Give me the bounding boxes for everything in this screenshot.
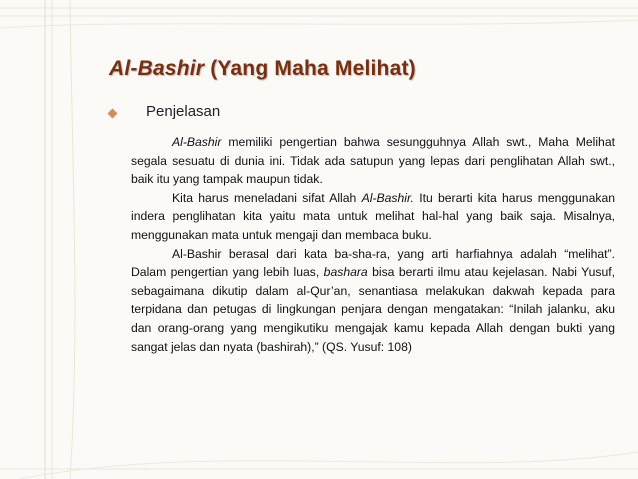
- paragraph-2: [131, 189, 615, 245]
- p2-pre: Kita harus meneladani sifat Allah: [172, 190, 362, 205]
- p1-italic: Al-Bashir: [172, 135, 222, 149]
- body-text: [131, 133, 615, 356]
- bullet-label: Penjelasan: [146, 103, 221, 120]
- title-rest: (Yang Maha Melihat): [204, 57, 416, 80]
- p2-italic: Al-Bashir.: [361, 190, 414, 205]
- paragraph-1: [131, 133, 615, 189]
- p3-post: bisa berarti ilmu atau kejelasan. Nabi Yusuf, sebagaimana dikutip dalam al-Qur’an, senantiasa melakukan dakwah kepada para terpidana dan petugas di lingkungan penjara dengan mengatakan: “Inilah jalanku, aku dan orang-orang yang mengikutiku mengajak kamu kepada Allah dengan bukti yang sangat jelas dan nyata (bashirah),” (QS. Yusuf: 108): [131, 265, 615, 354]
- p1-text: memiliki pengertian bahwa sesungguhnya Allah swt., Maha Melihat segala sesuatu di dunia ini. Tidak ada satupun yang lepas dari penglihatan Allah swt., baik itu yang tampak maupun tidak.: [131, 135, 615, 187]
- p2-post: Itu berarti kita harus menggunakan indera penglihatan kita yaitu mata untuk melihat hal-hal yang baik saja. Misalnya, menggunakan mata untuk mengaji dan membaca buku.: [131, 190, 616, 242]
- title-italic: Al-Bashir: [109, 57, 205, 80]
- paragraph-3: [131, 245, 615, 357]
- slide-title: [109, 57, 416, 81]
- p3-pre: Al-Bashir berasal dari kata ba-sha-ra, yang arti harfiahnya adalah “melihat”. Dalam pengertian yang lebih luas,: [131, 246, 615, 280]
- p3-italic: bashara: [323, 265, 368, 280]
